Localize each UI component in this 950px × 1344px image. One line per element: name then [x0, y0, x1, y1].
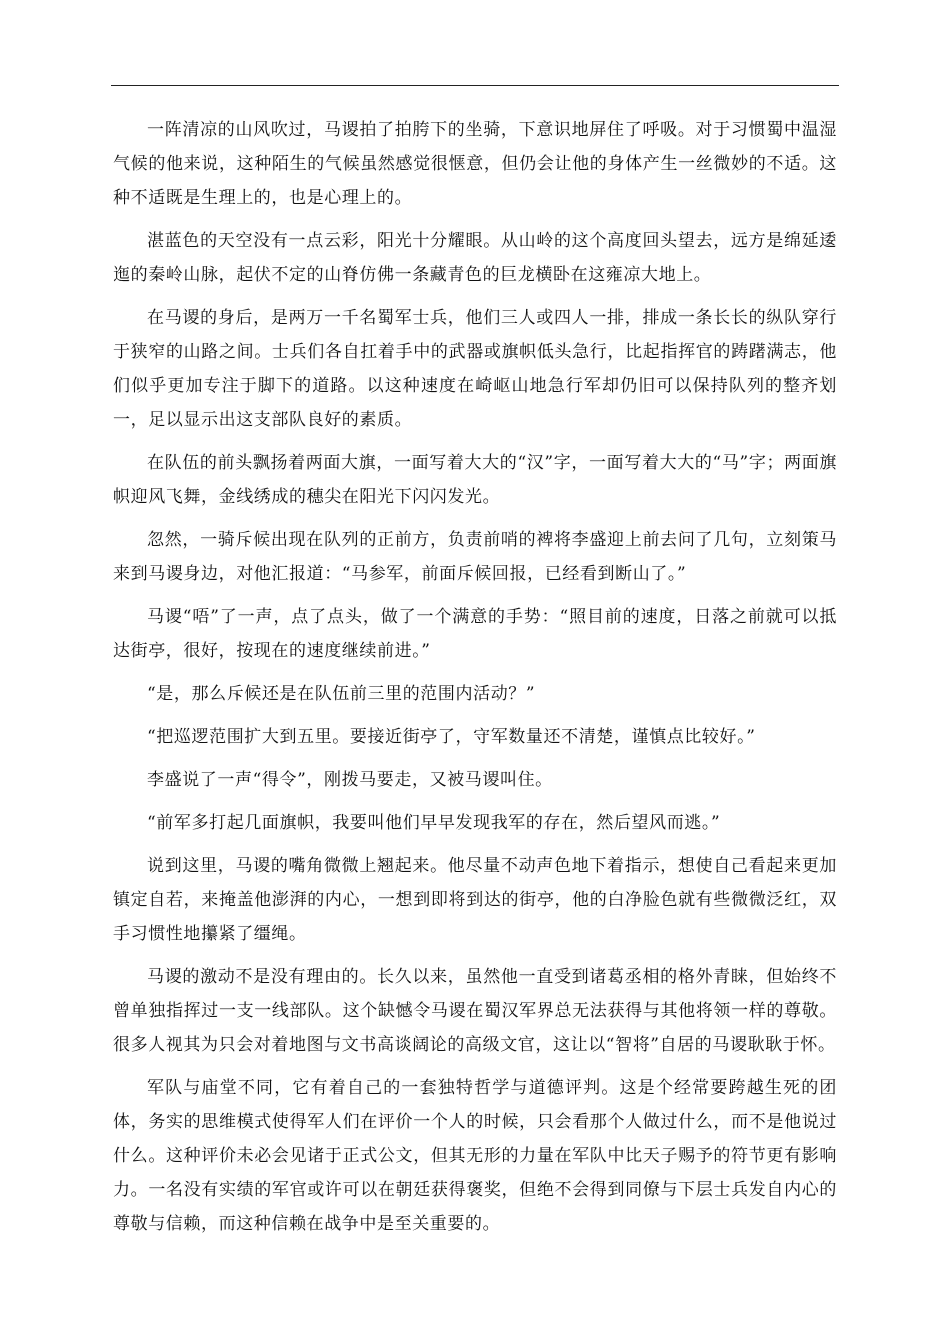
paragraph: 一阵清凉的山风吹过，马谡拍了拍胯下的坐骑，下意识地屏住了呼吸。对于习惯蜀中温湿气候的他来说，这种陌生的气候虽然感觉很惬意，但仍会让他的身体产生一丝微妙的不适。这种不适既是生理上的，也是心理上的。 [113, 120, 837, 208]
paragraph: 李盛说了一声“得令”，刚拨马要走，又被马谡叫住。 [147, 770, 553, 790]
header-rule [111, 85, 839, 86]
paragraph: 忽然，一骑斥候出现在队列的正前方，负责前哨的裨将李盛迎上前去问了几句，立刻策马来到马谡身边，对他汇报道：“马参军，前面斥候回报，已经看到断山了。” [113, 530, 837, 584]
paragraph: 在队伍的前头飘扬着两面大旗，一面写着大大的“汉”字，一面写着大大的“马”字；两面旗帜迎风飞舞，金线绣成的穗尖在阳光下闪闪发光。 [113, 453, 837, 507]
paragraph: 在马谡的身后，是两万一千名蜀军士兵，他们三人或四人一排，排成一条长长的纵队穿行于狭窄的山路之间。士兵们各自扛着手中的武器或旗帜低头急行，比起指挥官的踌躇满志，他们似乎更加专注于脚下的道路。以这种速度在崎岖山地急行军却仍旧可以保持队列的整齐划一，足以显示出这支部队良好的素质。 [113, 308, 837, 430]
paragraph: “把巡逻范围扩大到五里。要接近街亭了，守军数量还不清楚，谨慎点比较好。” [147, 727, 756, 747]
paragraph: “前军多打起几面旗帜，我要叫他们早早发现我军的存在，然后望风而逃。” [147, 813, 721, 833]
paragraph: 湛蓝色的天空没有一点云彩，阳光十分耀眼。从山岭的这个高度回头望去，远方是绵延逶迤的秦岭山脉，起伏不定的山脊仿佛一条藏青色的巨龙横卧在这雍凉大地上。 [113, 231, 837, 285]
paragraph: 马谡的激动不是没有理由的。长久以来，虽然他一直受到诸葛丞相的格外青睐，但始终不曾单独指挥过一支一线部队。这个缺憾令马谡在蜀汉军界总无法获得与其他将领一样的尊敬。很多人视其为只会对着地图与文书高谈阔论的高级文官，这让以“智将”自居的马谡耿耿于怀。 [113, 967, 837, 1055]
paragraph: 马谡“唔”了一声，点了点头，做了一个满意的手势：“照目前的速度，日落之前就可以抵达街亭，很好，按现在的速度继续前进。” [113, 607, 837, 661]
paragraph: 军队与庙堂不同，它有着自己的一套独特哲学与道德评判。这是个经常要跨越生死的团体，务实的思维模式使得军人们在评价一个人的时候，只会看那个人做过什么，而不是他说过什么。这种评价未必会见诸于正式公文，但其无形的力量在军队中比天子赐予的符节更有影响力。一名没有实绩的军官或许可以在朝廷获得褒奖，但绝不会得到同僚与下层士兵发自内心的尊敬与信赖，而这种信赖在战争中是至关重要的。 [113, 1078, 837, 1234]
paragraph: “是，那么斥候还是在队伍前三里的范围内活动？” [147, 684, 536, 704]
paragraph: 说到这里，马谡的嘴角微微上翘起来。他尽量不动声色地下着指示，想使自己看起来更加镇定自若，来掩盖他澎湃的内心，一想到即将到达的街亭，他的白净脸色就有些微微泛红，双手习惯性地攥紧了缰绳。 [113, 856, 837, 944]
article-body [113, 113, 837, 1250]
